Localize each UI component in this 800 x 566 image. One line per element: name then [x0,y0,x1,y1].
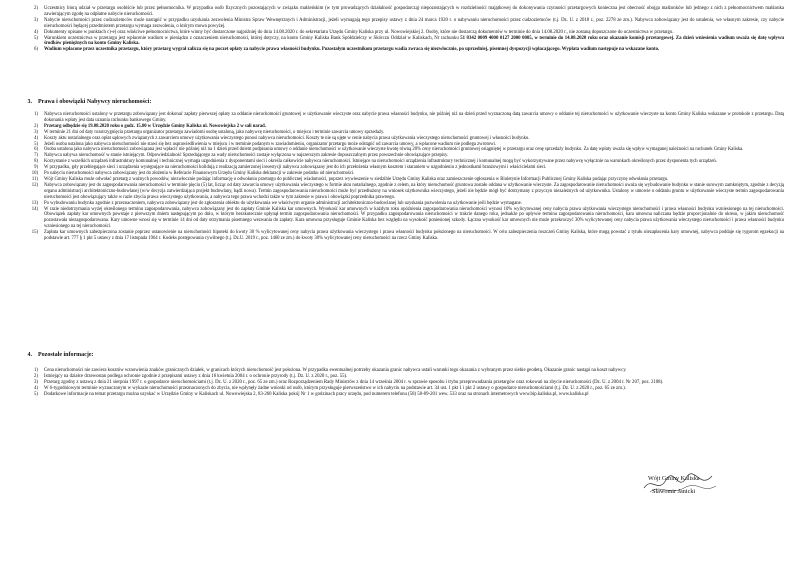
contract-list-top [0,6,784,53]
list-item: 3) W terminie 21 dni od daty rozstrzygnięcia przetargu organizator przetargu zawiadomi osobę ustaloną, jako nabywcę nieruchomości, o miejscu i terminie zawarcia umowy sprzedaży. [34,129,385,135]
list-item: 3) Przetarg zgodny z ustawą z dnia 21 sierpnia 1997 r. o gospodarce nieruchomościami (t.j. Dz. U. z 2020 r., poz. 65 ze zm.) oraz Rozporządzeniem Rady Ministrów z dnia 14 września 2004 r. w sprawie sposobu i trybu przeprowadzania przetargów oraz rokowań na zbycie nieruchomości (Dz. U. z 2004 r. Nr 207, poz. 2108). [34,380,664,386]
list-item: 13) Po wybudowaniu budynku zgodnie z przeznaczeniem, nabywca zobowiązany jest do zgłoszenia obiektu do użytkowania we właściwym organie administracji architektoniczno-budowlanej lub uzyskania pozwolenia na użytkowanie jeśli będzie wymagane. [31,200,522,206]
section3-list [0,112,784,242]
list-item: 1) Cena nieruchomości nie zawiera kosztów wznowienia znaków granicznych działek, w granicach których nieruchomość jest położona. W przypadku ewentualnej potrzeby okazania granic nabywca ustali warunki tego okazania z wybranym przez siebie geodetą. Okazanie granic nastąpi na koszt nabywcy. [34,368,627,373]
list-item: 2) Istniejący na działce drzewostan podlega ochronie zgodnie z przepisami ustawy z dnia 16 kwietnia 2004 r. o ochronie przyrody (t.j. Dz. U. z 2020 r., poz. 55). [34,374,348,380]
list-item: 4) W 6-tygodniowym terminie wyznaczonym w wykazie nieruchomości przeznaczonych do zbycia, nie wpłynęły żadne wnioski od osób, którym przysługuje pierwszeństwo w ich nabyciu na podstawie art. 34 ust. 1 pkt 1 i pkt 2 ustawy o gospodarce nieruchomościami (t.j. Dz. U. z 2020 r., poz. 65 ze zm.). [34,386,626,392]
signature-name: Sławomir Janicki [652,488,696,495]
list-item: 8) Korzystanie z wszelkich urządzeń infrastruktury komunalnej i technicznej wymaga uzgodnienia z dysponentami sieci i określa całkowicie nabywca nieruchomości. Istniejące na nieruchomości urządzenia infrastruktury technicznej i komunalnej mogą być wykorzystywane przez nabywcę wyłącznie na warunkach określonych przez dysponenta tych urządzeń. [34,159,717,165]
list-item: 4) Koszty aktu notarialnego oraz opłat sądowych związanych z zawarciem umowy użytkowania wieczystego ponosi nabywca nieruchomości. Koszty te nie są ujęte w cenie nabycia prawa użytkowania wieczystego nieruchomości gruntowej i własności budynku. [34,135,530,141]
handwritten-signature [640,470,720,500]
list-item: 5) Warunkiem uczestnictwa w przetargu jest wpłacenie wadium w pieniądzu z oznaczeniem nieruchomości, której dotyczy, na konto Gminy Kaliska Bank Spółdzielczy w Skórczu Oddział w Kaliskach, Nr rachunku 51 8342 0009 4000 0127 2000 0005, w terminie do 14.08.2020 roku oraz okazanie komisji przetargowej. Za dzień wniesienia wadium uważa się datę wpływu środków pieniężnych na konto Gminy Kaliska. [34,35,784,47]
list-item: 12) Nabywca zobowiązany jest do zagospodarowania nieruchomości w terminie pięciu (5) lat, licząc od daty zawarcia umowy użytkowania wieczystego w formie aktu notarialnego, zgodnie z celem, na który nieruchomość gruntowa zostało oddana w użytkowanie wieczyste. Za zagospodarowanie nieruchomości uważa się wybudowanie budynku w stanie surowym zamkniętym, zgodnie z decyzją organu administracji architektoniczno-budowlanej (w/w decyzja zatwierdzająca projekt budowlany, bądź nowa). Termin zagospodarowania nieruchomości może być przedłużony na wniosek użytkownika wieczystego, jeżeli nie będzie mógł być dotrzymany z przyczyn niezależnych od użytkownika. Ustalony w umowie o oddaniu gruntu w użytkowanie wieczyste termin zagospodarowania nieruchomości jest obowiązujący także w razie zbycia prawa wieczystego użytkowania, a nabywca tego prawa wchodzi także w tym zakresie w prawa i obowiązki poprzednika prawnego. [31,182,784,200]
section-heading: 4. Pozostałe informacje: [27,352,94,358]
list-item: 2) Przetarg odbędzie się 19.08.2020 roku o godz. 15.00 w Urzędzie Gminy Kaliska ul. Nowowiejska 2 w sali narad. [34,123,266,129]
list-item: 14) W razie niedotrzymania wyżej określonego terminu zagospodarowania, nabywca zobowiązany jest do zapłaty Gminie Kaliska kar umownych. Wysokość kar umownych w każdym roku opóźnienia zagospodarowania nieruchomości wynosi 10% wylicytowanej ceny nabycia prawa użytkowania wieczystego nieruchomości i prawa własności budynku wzniesionego na tej nieruchomości. Obowiązek zapłaty kar umownych powstaje z pierwszym dniem następującym po dniu, w którym bezskutecznie upłynął termin zagospodarowania nieruchomości. W przypadku zagospodarowania nieruchomości w trakcie danego roku, jednakże po upływie terminu zagospodarowania nieruchomości, kara umowna naliczana będzie proporcjonalnie do okresu, w jakim nieruchomość pozostawała niezagospodarowana. Kary umowne wnosi się w terminie 14 dni od daty otrzymania pisemnego wezwania do zapłaty. Kara umowna przysługuje Gminie Kaliska bez względu na wysokość poniesionej szkody. Łączna wysokość kar umownych nie może przekroczyć 30% wylicytowanej ceny nabycia prawa użytkowania wieczystego nieruchomości i prawa własności budynku wzniesionego na tej nieruchomości. [31,206,784,230]
list-item: 11) Wójt Gminy Kaliska może odwołać przetarg z ważnych powodów, niezwłocznie podając informację o odwołaniu przetargu do publicznej wiadomości, poprzez wywieszenie w siedzibie Urzędu Gminy Kaliska oraz zamieszczenie ogłoszenia w Biuletynie Informacji Publicznej Gminy Kaliska podając przyczynę odwołania przetargu. [31,176,669,182]
list-item: 3) Nabycie nieruchomości przez cudzoziemców może nastąpić w przypadku uzyskania zezwolenia Ministra Spraw Wewnętrznych i Administracji, jeżeli wymagają tego przepisy ustawy z dnia 24 marca 1920 r. o nabywaniu nieruchomości przez cudzoziemców (t.j. Dz. U. z 2018 r., poz. 2278 ze zm.). Nabywca zobowiązany jest do ustalenia, we własnym zakresie, czy nabycie nieruchomości będącej przedmiotem przetargu wymaga zezwolenia, o którym mowa powyżej. [34,17,784,29]
section-heading: 3. Prawa i obowiązki Nabywcy nieruchomości: [27,99,152,105]
list-item: 1) Nabywca nieruchomości ustalony w przetargu zobowiązany jest dokonać zapłaty pierwszej opłaty za oddanie nieruchomości gruntowej w użytkowanie wieczyste oraz nabycie prawa własności budynku, nie później niż na dzień przed wyznaczoną datą zawarcia umowy o oddanie tej nieruchomości w użytkowanie wieczyste na konto Gminy Kaliska wskazane w protokole z przetargu. Datą dokonania wpłaty jest data uznania rachunku bankowego Gminy. [34,112,784,123]
list-item: 9) W przypadku, gdy przebiegające sieci i urządzenia występujące na nieruchomości kolidują z realizacją zamierzonej inwestycji nabywca zobowiązany jest do ich przełożenia własnym kosztem i staraniem w uzgodnieniu z jednostkami branżowymi i właścicielami sieci. [34,165,547,171]
section4-list [0,368,784,398]
list-item: 6) Wadium wpłacone przez uczestnika przetargu, który przetarg wygrał zalicza się na poczet opłaty za nabycie prawa własności budynku. Pozostałym uczestnikom przetargu wadia zwraca się niezwłocznie, po uprzedniej, pisemnej dyspozycji wpłacającego. Wypłata wadium następuje na wskazane konto. [34,47,660,53]
list-item: 6) Osoba ustalona jako nabywca nieruchomości zobowiązana jest wpłacić nie później niż na 1 dzień przed dniem podpisania umowy o oddanie nieruchomości w użytkowanie wieczyste kwotę równą 20% ceny nieruchomości gruntowej osiągniętej w przetargu oraz cenę sprzedaży budynku. Za datę wpłaty uważa się wpływ wymaganej należności na rachunek Gminy Kaliska. [34,147,744,153]
list-item: 5) Dodatkowe informacje na temat przetargu można uzyskać w Urzędzie Gminy w Kaliskach ul. Nowowiejska 2, 83-260 Kaliska pokój Nr 1 w godzinach pracy urzędu, pod numerem telefonu (58) 58-89-201 wew. 533 oraz na stronach internetowych www.bip.kaliska.pl, www.kaliska.pl [34,392,589,398]
list-item: 7) Nabywca nabywa nieruchomość w stanie istniejącym. Odpowiedzialność Sprzedającego za wady nieruchomości zostaje wyłączona w najszerszym zakresie dopuszczalnym przez powszechnie obowiązujące przepisy. [34,153,449,159]
signature-stamp: Wójt Gminy Kaliska [648,475,700,482]
list-item: 15) Zapłata kar umownych zabezpieczona zostanie poprzez ustanowienie na nieruchomości hipoteki do kwoty 30 % wylicytowanej ceny nabycia prawa użytkowania wieczystego i prawa własności budynku położonego na nieruchomości. W celu zabezpieczenia roszczeń Gminy Kaliska, które mogą powstać z tytułu niezapłacenia kary umownej, nabywca poddaje się rygorom egzekucji na podstawie art. 777 § 1 pkt 5 ustawy z dnia 17 listopada 1964 r. Kodeks postępowania cywilnego (t.j. Dz.U. 2019 r., poz. 1460 ze zm.) do kwoty 30% wylicytowanej ceny nieruchomości na rzecz Gminy Kaliska. [31,230,784,242]
list-item: 5) Jeżeli osoba ustalona jako nabywca nieruchomości nie stawi się bez usprawiedliwienia w miejscu i w terminie podanym w zawiadomieniu, organizator przetargu może odstąpić od zawarcia umowy, a wpłacone wadium nie podlega zwrotowi. [34,141,496,147]
list-item: 2) Uczestnicy biorą udział w przetargu osobiście lub przez pełnomocnika. W przypadku osób fizycznych pozostających w związku małżeńskim (w tym prowadzących działalność gospodarczą) niepozostających w rozdzielności majątkowej do dokonywania czynności przetargowych konieczna jest obecność obojga małżonków lub jednego z nich z pełnomocnictwem małżonka zawierającym zgodę na odpłatne nabycie nieruchomości. [34,6,784,17]
list-item: 4) Dokumenty opisane w punktach c)-e) oraz właściwe pełnomocnictwa, które winny być dostarczone najpóźniej do dnia 14.08.2020 r. do sekretariatu Urzędu Gminy Kaliska przy ul. Nowowiejskiej 2. Osoby, które nie dostarczą dokumentów w terminie do dnia 14.08.2020 r., nie zostaną dopuszczone do uczestnictwa w przetargu. [34,29,674,35]
list-item: 10) Po nabyciu nieruchomości nabywca zobowiązany jest do złożenia w Referacie Finansowym Urzędu Gminy Kaliska deklaracji w zakresie podatku od nieruchomości. [31,171,355,177]
